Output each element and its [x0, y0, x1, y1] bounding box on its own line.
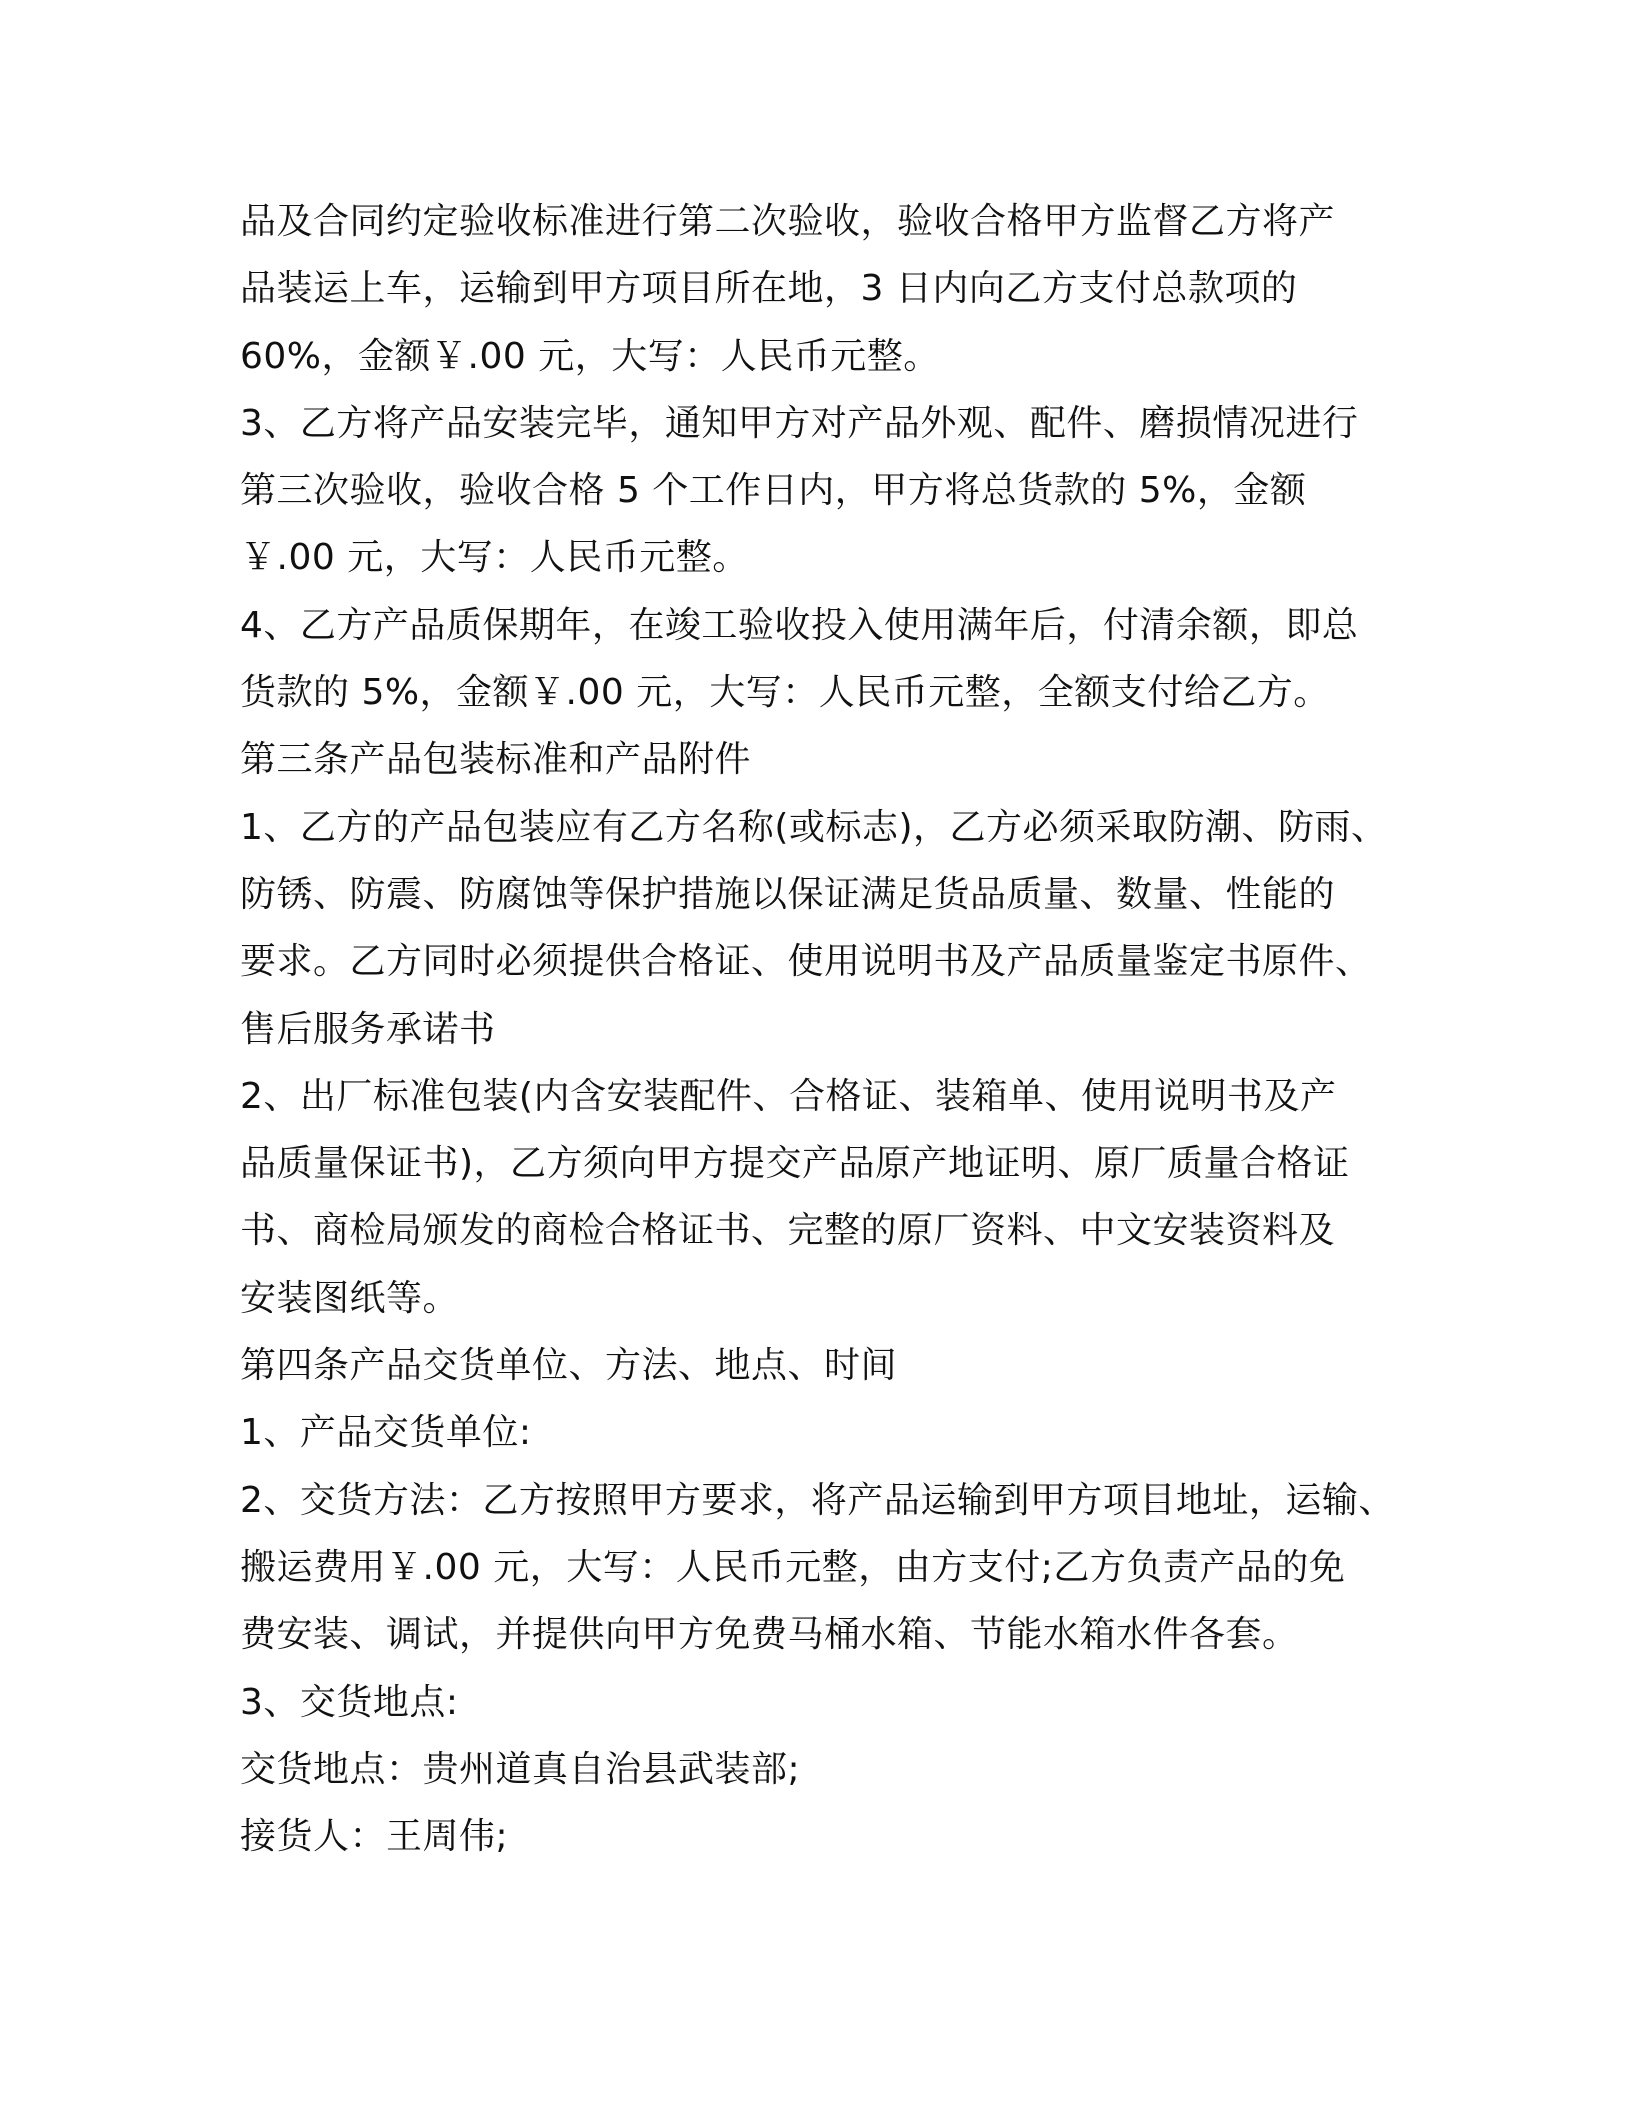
- document-body: [240, 188, 1420, 1870]
- text-line: 60%，金额￥.00 元，大写：人民币元整。: [240, 335, 940, 377]
- text-line: 品装运上车，运输到甲方项目所在地，3 日内向乙方支付总款项的: [240, 268, 1298, 310]
- text-line: 交货地点：贵州道真自治县武装部;: [240, 1748, 801, 1790]
- text-line: 3、乙方将产品安装完毕，通知甲方对产品外观、配件、磨损情况进行: [240, 402, 1359, 444]
- text-line: 搬运费用￥.00 元，大写：人民币元整，由方支付;乙方负责产品的免: [240, 1546, 1346, 1588]
- section-heading: 第三条产品包装标准和产品附件: [240, 739, 752, 781]
- text-line: 1、乙方的产品包装应有乙方名称(或标志)，乙方必须采取防潮、防雨、: [240, 806, 1388, 848]
- text-line: 品及合同约定验收标准进行第二次验收，验收合格甲方监督乙方将产: [240, 201, 1336, 242]
- text-line: 费安装、调试，并提供向甲方免费马桶水箱、节能水箱水件各套。: [240, 1614, 1299, 1656]
- text-line: 要求。乙方同时必须提供合格证、使用说明书及产品质量鉴定书原件、: [240, 941, 1372, 983]
- text-line: 1、产品交货单位:: [240, 1412, 532, 1454]
- text-line: 2、出厂标准包装(内含安装配件、合格证、装箱单、使用说明书及产: [240, 1075, 1337, 1117]
- text-line: 4、乙方产品质保期年，在竣工验收投入使用满年后，付清余额，即总: [240, 604, 1359, 646]
- text-line: ￥.00 元，大写：人民币元整。: [240, 537, 749, 579]
- text-line: 安装图纸等。: [240, 1277, 460, 1319]
- text-line: 品质量保证书)，乙方须向甲方提交产品原产地证明、原厂质量合格证: [240, 1143, 1350, 1185]
- text-line: 货款的 5%，金额￥.00 元，大写：人民币元整，全额支付给乙方。: [240, 672, 1330, 714]
- text-line: 售后服务承诺书: [240, 1008, 496, 1050]
- text-line: 防锈、防震、防腐蚀等保护措施以保证满足货品质量、数量、性能的: [240, 873, 1336, 915]
- text-line: 2、交货方法：乙方按照甲方要求，将产品运输到甲方项目地址，运输、: [240, 1479, 1395, 1521]
- text-line: 3、交货地点:: [240, 1681, 459, 1723]
- text-line: 第三次验收，验收合格 5 个工作日内，甲方将总货款的 5%，金额: [240, 470, 1307, 512]
- text-line: 书、商检局颁发的商检合格证书、完整的原厂资料、中文安装资料及: [240, 1210, 1336, 1252]
- text-line: 接货人：王周伟;: [240, 1816, 509, 1858]
- section-heading: 第四条产品交货单位、方法、地点、时间: [240, 1345, 898, 1387]
